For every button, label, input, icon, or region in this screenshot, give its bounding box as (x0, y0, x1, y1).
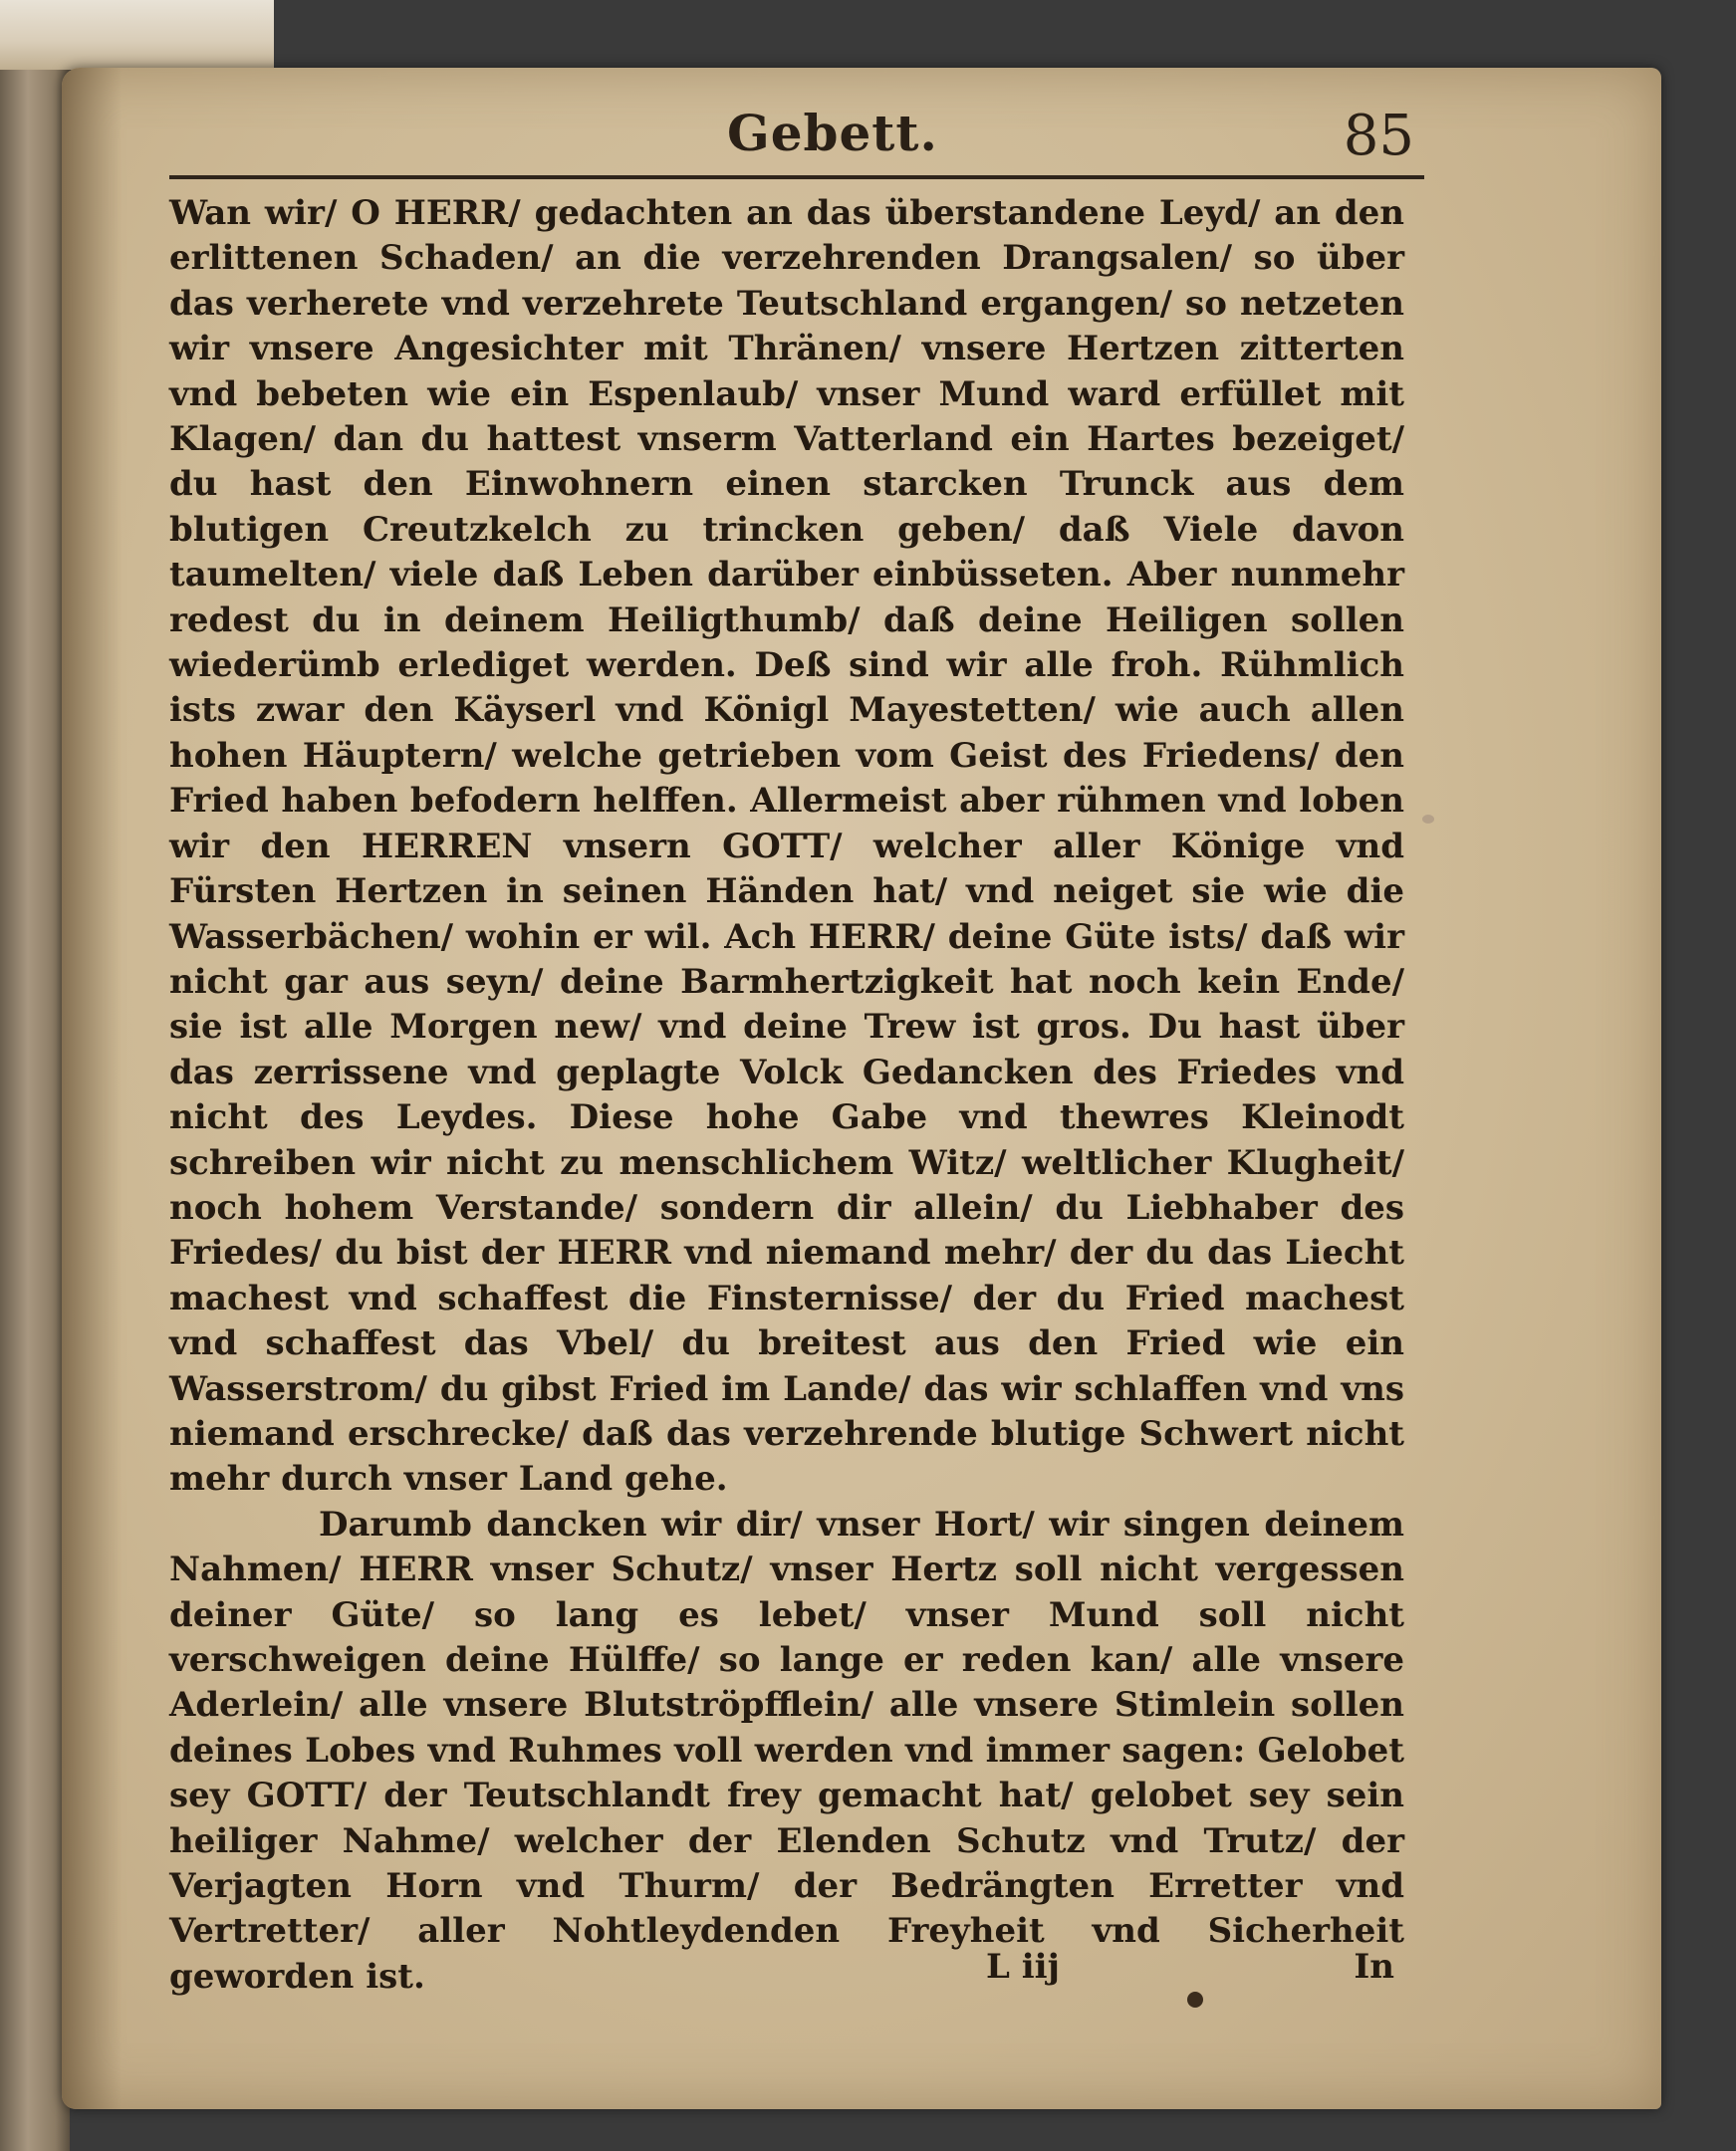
page-number: 85 (1343, 104, 1414, 168)
signature-mark: L iij (986, 1947, 1060, 1987)
ink-spot (1187, 1992, 1203, 2008)
previous-page-edge (0, 0, 70, 2151)
body-text (169, 191, 1404, 2000)
catchword: In (1354, 1947, 1394, 1987)
paragraph: Wan wir/ O HERR/ gedachten an das überstandene Leyd/ an den erlittenen Schaden/ an die verzehrenden Drangsalen/ so über das verherete vnd verzehrete Teutschland ergangen/ so netzeten wir vnsere Angesichter mit Thränen/ vnsere Hertzen zitterten vnd bebeten wie ein Espenlaub/ vnser Mund ward erfüllet mit Klagen/ dan du hattest vnserm Vatterland ein Hartes bezeiget/ du hast den Einwohnern einen starcken Trunck aus dem blutigen Creutzkelch zu trincken geben/ daß Viele davon taumelten/ viele daß Leben darüber einbüsseten. Aber nunmehr redest du in deinem Heiligthumb/ daß deine Heiligen sollen wiederümb erlediget werden. Deß sind wir alle froh. Rühmlich ists zwar den Käyserl vnd Königl Mayestetten/ wie auch allen hohen Häuptern/ welche getrieben vom Geist des Friedens/ den Fried haben befodern helffen. Allermeist aber rühmen vnd loben wir den HERREN vnsern GOTT/ welcher aller Könige vnd Fürsten Hertzen in seinen Händen hat/ vnd neiget sie wie die Wasserbächen/ wohin er wil. Ach HERR/ deine Güte ists/ daß wir nicht gar aus seyn/ deine Barmhertzigkeit hat noch kein Ende/ sie ist alle Morgen new/ vnd deine Trew ist gros. Du hast über das zerrissene vnd geplagte Volck Gedancken des Friedes vnd nicht des Leydes. Diese hohe Gabe vnd thewres Kleinodt schreiben wir nicht zu menschlichem Witz/ weltlicher Klugheit/ noch hohem Verstande/ sondern dir allein/ du Liebhaber des Friedes/ du bist der HERR vnd niemand mehr/ der du das Liecht machest vnd schaffest die Finsternisse/ der du Fried machest vnd schaffest das Vbel/ du breitest aus den Fried wie ein Wasserstrom/ du gibst Fried im Lande/ das wir schlaffen vnd vns niemand erschrecke/ daß das verzehrende blutige Schwert nicht mehr durch vnser Land gehe. (169, 193, 1404, 1500)
paragraph: Darumb dancken wir dir/ vnser Hort/ wir singen deinem Nahmen/ HERR vnser Schutz/ vnser Hertz soll nicht vergessen deiner Güte/ so lang es lebet/ vnser Mund soll nicht verschweigen deine Hülffe/ so lange er reden kan/ alle vnsere Aderlein/ alle vnsere Blutströpfflein/ alle vnsere Stimlein sollen deines Lobes vnd Ruhmes voll werden vnd immer sagen: Gelobet sey GOTT/ der Teutschlandt frey gemacht hat/ gelobet sey sein heiliger Nahme/ welcher der Elenden Schutz vnd Trutz/ der Verjagten Horn vnd Thurm/ der Bedrängten Erretter vnd Vertretter/ aller Nohtleydenden Freyheit vnd Sicherheit geworden ist. (169, 1504, 1404, 1997)
gutter-shadow (62, 68, 122, 2109)
binding-tape (0, 0, 274, 70)
page-footer (169, 1947, 1404, 1997)
page-header (169, 96, 1424, 175)
running-title: Gebett. (727, 104, 938, 162)
header-rule (169, 175, 1424, 179)
paper-stain (1422, 815, 1434, 824)
